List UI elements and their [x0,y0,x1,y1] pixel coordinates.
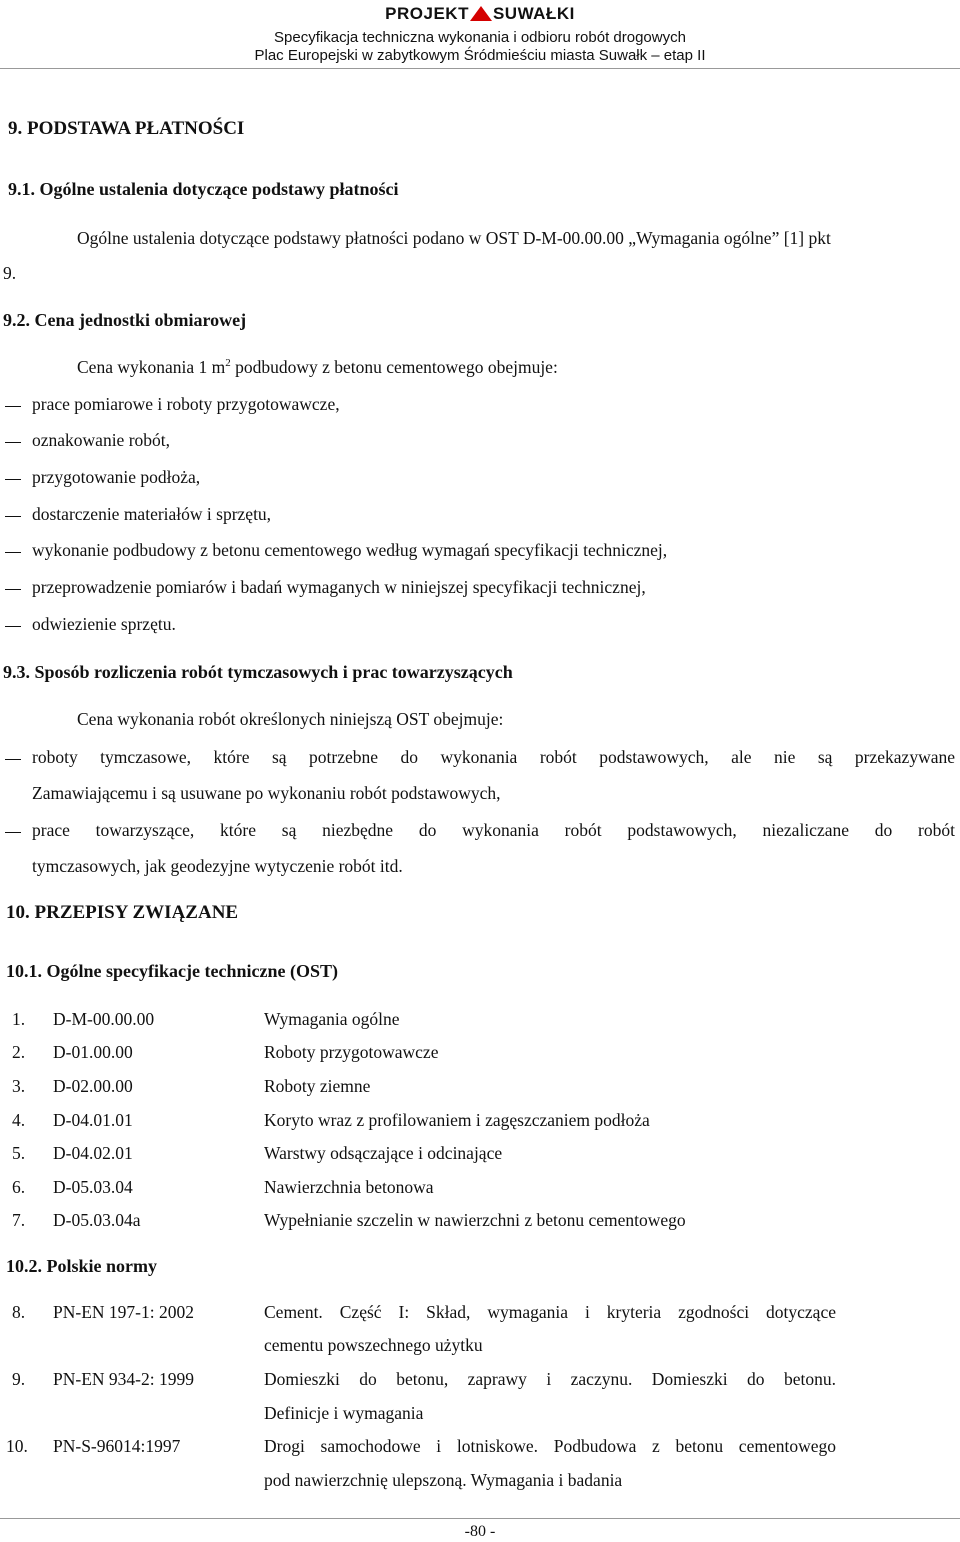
norm-desc-line2: Definicje i wymagania [264,1403,424,1423]
list-item: prace pomiarowe i roboty przygotowawcze, [32,394,340,414]
list-dash-icon [5,759,21,760]
section-9-2-intro [77,357,558,378]
list-dash-icon [5,516,21,517]
section-10-title: 10. PRZEPISY ZWIĄZANE [6,902,239,923]
ost-desc: Roboty przygotowawcze [264,1042,439,1062]
ost-desc: Warstwy odsączające i odcinające [264,1143,503,1163]
section-9-1-text-tail: 9. [3,263,17,283]
ost-code: D-M-00.00.00 [53,1009,155,1029]
logo-triangle-icon [470,6,492,21]
list-dash-icon [5,589,21,590]
list-dash-icon [5,626,21,627]
ost-code: D-04.01.01 [53,1110,133,1130]
ost-num: 5. [12,1143,26,1163]
ost-code: D-05.03.04 [53,1177,133,1197]
section-9-title: 9. PODSTAWA PŁATNOŚCI [8,118,245,139]
norm-desc-line1: Cement. Część I: Skład, wymagania i kryteria zgodności dotyczące [264,1302,836,1322]
logo-right-text: SUWAŁKI [492,4,575,23]
section-9-3-item2-line1: prace towarzyszące, które są niezbędne do wykonania robót podstawowych, niezaliczane do robót [32,820,955,840]
norm-num: 8. [12,1302,26,1322]
list-item: oznakowanie robót, [32,430,171,450]
section-9-2-title: 9.2. Cena jednostki obmiarowej [3,310,247,330]
header-logo [0,4,960,24]
header-divider [0,68,960,69]
header-title-line2: Plac Europejski w zabytkowym Śródmieściu miasta Suwałk – etap II [254,47,706,64]
ost-desc: Nawierzchnia betonowa [264,1177,434,1197]
ost-desc: Roboty ziemne [264,1076,371,1096]
norm-num: 10. [6,1436,28,1456]
list-item: przeprowadzenie pomiarów i badań wymaganych w niniejszej specyfikacji technicznej, [32,577,646,597]
section-10-1-title: 10.1. Ogólne specyfikacje techniczne (OST) [6,961,338,981]
section-9-3-intro: Cena wykonania robót określonych niniejszą OST obejmuje: [77,709,504,729]
ost-desc: Koryto wraz z profilowaniem i zagęszczaniem podłoża [264,1110,650,1130]
list-item: wykonanie podbudowy z betonu cementowego według wymagań specyfikacji technicznej, [32,540,668,560]
section-9-1-text: Ogólne ustalenia dotyczące podstawy płatności podano w OST D-M-00.00.00 „Wymagania ogólne” [1] pkt [77,228,831,248]
section-9-3-item1-line2: Zamawiającemu i są usuwane po wykonaniu robót podstawowych, [32,783,501,803]
section-10-2-title: 10.2. Polskie normy [6,1256,157,1276]
section-9-2-intro-pre: Cena wykonania 1 m [77,357,226,377]
norm-desc-line2: cementu powszechnego użytku [264,1335,483,1355]
section-9-3-item2-line2: tymczasowych, jak geodezyjne wytyczenie robót itd. [32,856,403,876]
section-9-2-intro-post: podbudowy z betonu cementowego obejmuje: [230,357,558,377]
list-item: dostarczenie materiałów i sprzętu, [32,504,272,524]
ost-code: D-05.03.04a [53,1210,141,1230]
page-number: -80 - [464,1523,496,1540]
ost-code: D-04.02.01 [53,1143,133,1163]
ost-num: 3. [12,1076,26,1096]
section-9-3-item1-line1: roboty tymczasowe, które są potrzebne do wykonania robót podstawowych, ale nie są przekazywane [32,747,955,767]
norm-code: PN-S-96014:1997 [53,1436,181,1456]
ost-num: 1. [12,1009,26,1029]
norm-desc-line1: Drogi samochodowe i lotniskowe. Podbudowa z betonu cementowego [264,1436,836,1456]
ost-code: D-02.00.00 [53,1076,133,1096]
norm-desc-line1: Domieszki do betonu, zaprawy i zaczynu. Domieszki do betonu. [264,1369,836,1389]
footer-divider [0,1518,960,1519]
list-dash-icon [5,442,21,443]
ost-num: 6. [12,1177,26,1197]
list-item: przygotowanie podłoża, [32,467,201,487]
norm-code: PN-EN 934-2: 1999 [53,1369,194,1389]
list-dash-icon [5,406,21,407]
section-9-1-title: 9.1. Ogólne ustalenia dotyczące podstawy płatności [8,179,399,199]
list-dash-icon [5,832,21,833]
section-9-2-intro-sup: 2 [225,357,231,370]
ost-code: D-01.00.00 [53,1042,133,1062]
list-item: odwiezienie sprzętu. [32,614,176,634]
ost-desc: Wymagania ogólne [264,1009,400,1029]
norm-desc-line2: pod nawierzchnię ulepszoną. Wymagania i badania [264,1470,623,1490]
norm-code: PN-EN 197-1: 2002 [53,1302,194,1322]
ost-num: 2. [12,1042,26,1062]
list-dash-icon [5,552,21,553]
list-dash-icon [5,479,21,480]
ost-num: 7. [12,1210,26,1230]
section-9-3-title: 9.3. Sposób rozliczenia robót tymczasowych i prac towarzyszących [3,662,513,682]
norm-num: 9. [12,1369,26,1389]
ost-desc: Wypełnianie szczelin w nawierzchni z betonu cementowego [264,1210,686,1230]
header-title-line1: Specyfikacja techniczna wykonania i odbioru robót drogowych [274,29,686,46]
logo-left-text: PROJEKT [385,4,469,23]
ost-num: 4. [12,1110,26,1130]
